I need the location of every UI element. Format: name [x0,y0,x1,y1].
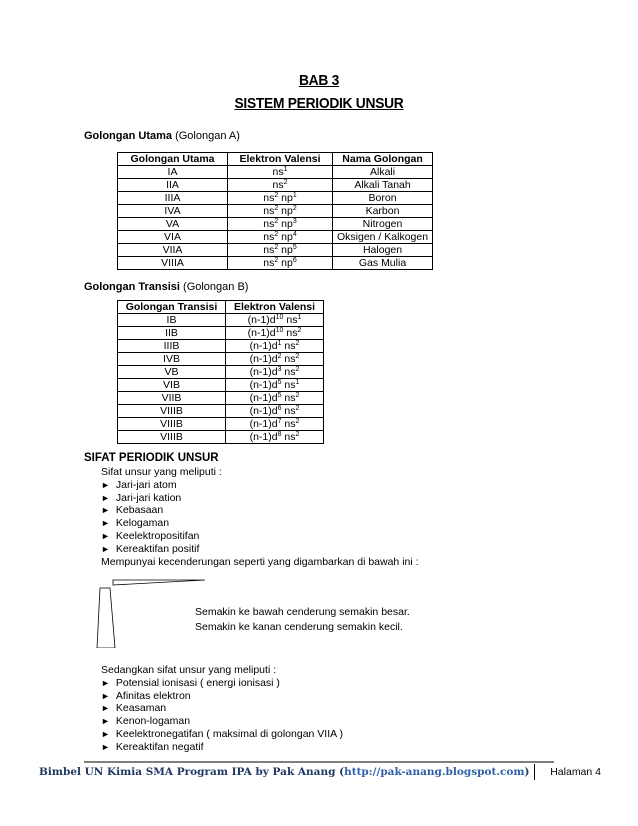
sifat-heading: SIFAT PERIODIK UNSUR [84,452,219,464]
footer-url-link[interactable]: http://pak-anang.blogspot.com [344,766,525,778]
golongan-cell: VA [118,218,228,231]
sifat-trend-text: Mempunyai kecenderungan seperti yang digambarkan di bawah ini : [101,555,419,568]
golongan-cell: VIIA [118,244,228,257]
elektron-valensi-cell: $(n-1)d^2$ $ns^2$ [226,353,324,366]
right-arrow-icon [113,580,205,585]
golongan-utama-label-rest: (Golongan A) [172,130,240,142]
elektron-valensi-cell: $ns^2$ $np^2$ [228,205,333,218]
table-row [118,257,433,270]
nama-golongan-cell: Alkali Tanah [333,179,433,192]
nama-golongan-cell: Gas Mulia [333,257,433,270]
table-header-cell: Golongan Transisi [118,301,226,314]
table-header-cell: Elektron Valensi [226,301,324,314]
nama-golongan-cell: Karbon [333,205,433,218]
elektron-valensi-cell: $ns^2$ $np^6$ [228,257,333,270]
table-header-cell: Golongan Utama [118,153,228,166]
table-row [118,179,433,192]
elektron-valensi-cell: $ns^2$ $np^3$ [228,218,333,231]
list-item: ► Keelektronegatifan ( maksimal di golongan VIIA ) [101,728,343,741]
elektron-valensi-cell: $(n-1)d^{10}$ $ns^2$ [226,327,324,340]
table-row [118,353,324,366]
footer-credit-suffix: ) [524,766,530,778]
sifat-block-2 [101,664,343,754]
table-header-cell: Elektron Valensi [228,153,333,166]
nama-golongan-cell: Alkali [333,166,433,179]
golongan-transisi-label [84,281,248,293]
golongan-utama-label-bold: Golongan Utama [84,130,173,142]
golongan-cell: VIIIB [118,405,226,418]
elektron-valensi-cell: $(n-1)d^5$ $ns^2$ [226,392,324,405]
nama-golongan-cell: Oksigen / Kalkogen [333,231,433,244]
table-header-row [118,301,324,314]
list-item: ► Kereaktifan negatif [101,741,343,754]
list-item: ► Jari-jari kation [101,492,419,505]
footer-credit-prefix: Bimbel UN Kimia SMA Program IPA by Pak Anang ( [39,766,345,778]
table-header-row [118,153,433,166]
golongan-cell: IIA [118,179,228,192]
golongan-cell: VIA [118,231,228,244]
list-item: ► Keasaman [101,702,343,715]
table-row [118,392,324,405]
sifat-intro-2: Sedangkan sifat unsur yang meliputi : [101,664,277,676]
table-row [118,379,324,392]
elektron-valensi-cell: $ns^2$ $np^5$ [228,244,333,257]
list-item: ► Kenon-logaman [101,715,343,728]
table-header-cell: Nama Golongan [333,153,433,166]
chapter-title: SISTEM PERIODIK UNSUR [234,95,404,112]
nama-golongan-cell: Nitrogen [333,218,433,231]
table-row [118,218,433,231]
elektron-valensi-cell: $(n-1)d^6$ $ns^2$ [226,405,324,418]
golongan-transisi-label-rest: (Golongan B) [179,281,249,293]
table-row [118,340,324,353]
elektron-valensi-cell: $ns^2$ $np^4$ [228,231,333,244]
elektron-valensi-cell: $(n-1)d^1$ $ns^2$ [226,340,324,353]
elektron-valensi-cell: $ns^2$ [228,179,333,192]
elektron-valensi-cell: $ns^2$ $np^1$ [228,192,333,205]
list-item: ► Potensial ionisasi ( energi ionisasi ) [101,677,343,690]
golongan-cell: VIIIA [118,257,228,270]
table-row [118,231,433,244]
trend-note-right: Semakin ke kanan cenderung semakin kecil. [195,621,403,633]
golongan-cell: IIIA [118,192,228,205]
chapter-number: BAB 3 [298,72,340,89]
elektron-valensi-cell: $ns^1$ [228,166,333,179]
list-item: ► Keelektropositifan [101,530,419,543]
elektron-valensi-cell: $(n-1)d^3$ $ns^2$ [226,366,324,379]
down-arrow-icon [97,588,115,648]
nama-golongan-cell: Boron [333,192,433,205]
footer-separator [534,764,535,780]
golongan-cell: IVB [118,353,226,366]
table-row [118,366,324,379]
table-row [118,166,433,179]
trend-note-down: Semakin ke bawah cenderung semakin besar. [195,606,410,618]
golongan-cell: IB [118,314,226,327]
golongan-cell: IVA [118,205,228,218]
nama-golongan-cell: Halogen [333,244,433,257]
elektron-valensi-cell: $(n-1)d^{10}$ $ns^1$ [226,314,324,327]
list-item: ► Kelogaman [101,517,419,530]
elektron-valensi-cell: $(n-1)d^5$ $ns^1$ [226,379,324,392]
footer-credit [39,766,529,778]
footer-divider [84,761,554,763]
sifat-block-1 [101,466,419,568]
sifat-intro-1: Sifat unsur yang meliputi : [101,466,222,478]
golongan-cell: VIB [118,379,226,392]
golongan-cell: IA [118,166,228,179]
golongan-cell: IIB [118,327,226,340]
table-row [118,314,324,327]
table-row [118,405,324,418]
table-row [118,431,324,444]
golongan-cell: VIIIB [118,418,226,431]
golongan-transisi-label-bold: Golongan Transisi [84,281,180,293]
golongan-cell: VIIB [118,392,226,405]
golongan-utama-table [117,152,433,270]
list-item: ► Kereaktifan positif [101,543,419,556]
golongan-cell: IIIB [118,340,226,353]
list-item: ► Kebasaan [101,504,419,517]
table-row [118,327,324,340]
golongan-cell: VB [118,366,226,379]
elektron-valensi-cell: $(n-1)d^7$ $ns^2$ [226,418,324,431]
table-row [118,244,433,257]
table-row [118,205,433,218]
list-item: ► Jari-jari atom [101,479,419,492]
list-item: ► Afinitas elektron [101,690,343,703]
table-row [118,418,324,431]
footer [39,766,601,780]
golongan-transisi-table [117,300,324,444]
golongan-cell: VIIIB [118,431,226,444]
golongan-utama-label [84,130,240,142]
elektron-valensi-cell: $(n-1)d^8$ $ns^2$ [226,431,324,444]
table-row [118,192,433,205]
page-number: Halaman 4 [550,766,601,778]
